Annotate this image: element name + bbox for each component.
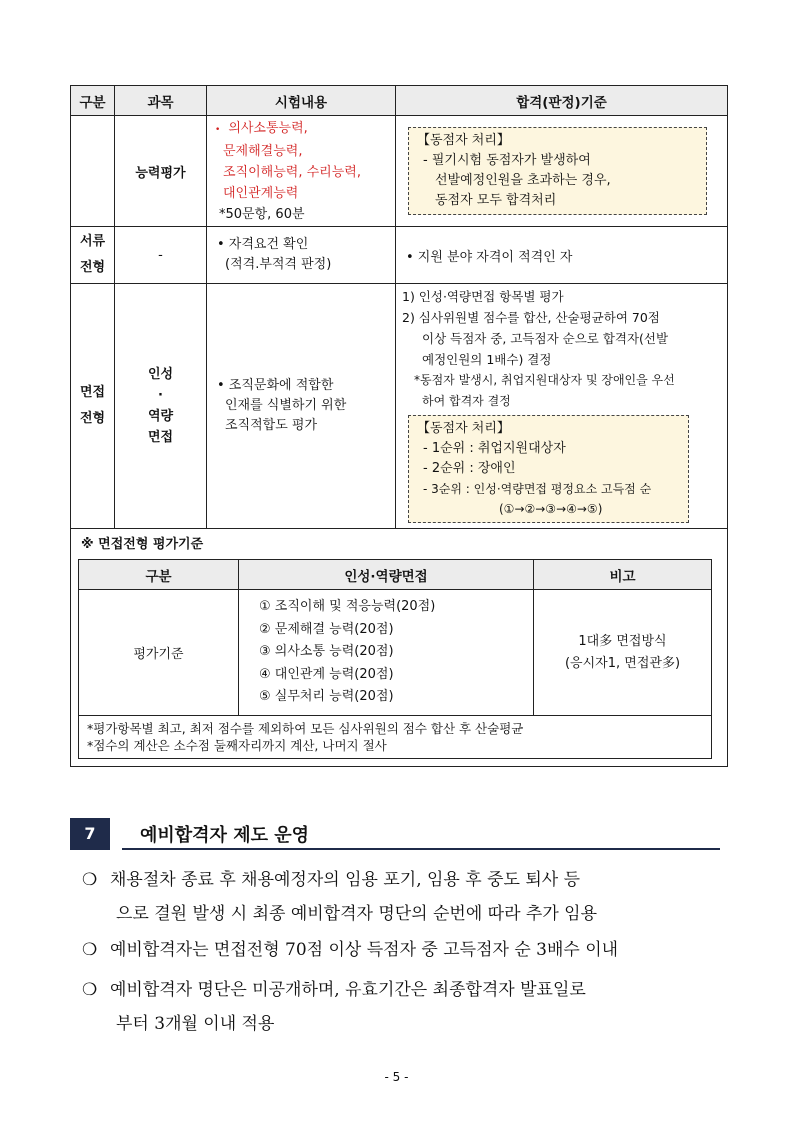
table-row-interview-criteria: [71, 529, 728, 767]
cell-subject-ability: 능력평가: [115, 116, 207, 227]
criteria-item: ① 조직이해 및 적응능력(20점): [259, 599, 436, 615]
paragraph-3: ❍ 예비합격자 명단은 미공개하며, 유효기간은 최종합격자 발표일로 부터 3개월 이내 적용: [82, 973, 732, 1041]
tie-rule-line: 동점자 모두 합격처리: [435, 193, 557, 208]
cell-content-document: • 자격요건 확인 (적격.부적격 판정): [207, 227, 396, 284]
tie-rule-title: 【동점자 처리】: [417, 421, 510, 436]
header-content: 시험내용: [207, 86, 396, 116]
cell-content-interview: • 조직문화에 적합한 인재를 식별하기 위한 조직적합도 평가: [207, 284, 396, 529]
ability-item: • 의사소통능력,: [215, 120, 308, 136]
cell-subject-document: -: [115, 227, 207, 284]
sub-cell-items: [239, 590, 534, 716]
cell-category-document: 서류 전형: [71, 227, 115, 284]
criteria-item: ③ 의사소통 능력(20점): [259, 644, 394, 660]
criteria-item: ④ 대인관계 능력(20점): [259, 666, 394, 682]
tie-rule-line: - 2순위 : 장애인: [423, 461, 516, 476]
cell-subject-interview: 인성 · 역량 면접: [115, 284, 207, 529]
table-row-interview-screening: [71, 284, 728, 529]
criteria-item: ⑤ 실무처리 능력(20점): [259, 689, 394, 705]
section-underline: [122, 848, 720, 850]
page-number: - 5 -: [384, 1070, 409, 1084]
sub-cell-remark: 1대多 면접방식 (응시자1, 면접관多): [534, 590, 712, 716]
ability-item: 대인관계능력: [223, 185, 299, 201]
section-title: 예비합격자 제도 운영: [140, 825, 310, 846]
table-header-row: [71, 86, 728, 116]
sub-header-remark: 비고: [534, 560, 712, 590]
header-criteria: 합격(판정)기준: [396, 86, 728, 116]
bullet-icon: ❍: [82, 940, 98, 960]
recruitment-criteria-table: [70, 85, 728, 767]
cell-criteria-interview: 1) 인성·역량면접 항목별 평가 2) 심사위원별 점수를 합산, 산술평균하여 70점 이상 득점자 중, 고득점자 순으로 합격자(선발 예정인원의 1배수) 결정 *동점자 발생시, 취업지원대상자 및 장애인을 우선 하여 합격자 결정 【동점자 처리】 - 1순위 : 취업지원대상자 - 2순위 : 장애인 - 3순위 : 인성·역량면접 평정요소 고득점 순 (①→②→③→④→⑤): [396, 284, 728, 529]
tie-rule-box-interview: [408, 415, 689, 523]
sub-header-interview: 인성·역량면접: [239, 560, 534, 590]
ability-item: 조직이해능력, 수리능력,: [223, 164, 361, 180]
sub-table-note-row: [79, 716, 712, 759]
header-subject: 과목: [115, 86, 207, 116]
cell-category-interview: 면접 전형: [71, 284, 115, 529]
paragraph-2: ❍ 예비합격자는 면접전형 70점 이상 득점자 중 고득점자 순 3배수 이내: [82, 933, 732, 967]
sub-table-header-row: [79, 560, 712, 590]
ability-item: 문제해결능력,: [223, 143, 303, 159]
cell-interview-criteria: [71, 529, 728, 767]
criteria-item: ② 문제해결 능력(20점): [259, 621, 394, 637]
cell-content-ability: [207, 116, 396, 227]
ability-note: *50문항, 60분: [219, 206, 305, 222]
tie-rule-title: 【동점자 처리】: [417, 133, 510, 148]
sub-table-row: [79, 590, 712, 716]
section-heading: [70, 818, 720, 850]
cell-category-empty: [71, 116, 115, 227]
tie-rule-line: 선발예정인원을 초과하는 경우,: [435, 173, 611, 188]
tie-rule-line: - 필기시험 동점자가 발생하여: [423, 153, 591, 168]
table-row-document-screening: [71, 227, 728, 284]
sub-header-category: 구분: [79, 560, 239, 590]
sub-cell-label: 평가기준: [79, 590, 239, 716]
tie-rule-line: - 1순위 : 취업지원대상자: [423, 441, 566, 456]
interview-criteria-table: [78, 559, 712, 759]
tie-rule-line: - 3순위 : 인성·역량면접 평정요소 고득점 순: [423, 482, 652, 496]
note-line: *평가항목별 최고, 최저 점수를 제외하여 모든 심사위원의 점수 합산 후 산술평균: [87, 721, 524, 736]
sub-cell-notes: [79, 716, 712, 759]
section-number: 7: [70, 818, 110, 850]
header-category: 구분: [71, 86, 115, 116]
cell-criteria-document: • 지원 분야 자격이 적격인 자: [396, 227, 728, 284]
bullet-icon: ❍: [82, 980, 98, 1000]
cell-criteria-ability: [396, 116, 728, 227]
paragraph-1: ❍ 채용절차 종료 후 채용예정자의 임용 포기, 임용 후 중도 퇴사 등 으로 결원 발생 시 최종 예비합격자 명단의 순번에 따라 추가 임용: [82, 863, 732, 931]
interview-criteria-title: ※ 면접전형 평가기준: [81, 537, 204, 552]
tie-rule-box-written: [408, 127, 707, 215]
table-row-ability: [71, 116, 728, 227]
note-line: *점수의 계산은 소수점 둘째자리까지 계산, 나머지 절사: [87, 738, 387, 753]
bullet-icon: ❍: [82, 870, 98, 890]
tie-rule-line: (①→②→③→④→⑤): [499, 502, 603, 516]
